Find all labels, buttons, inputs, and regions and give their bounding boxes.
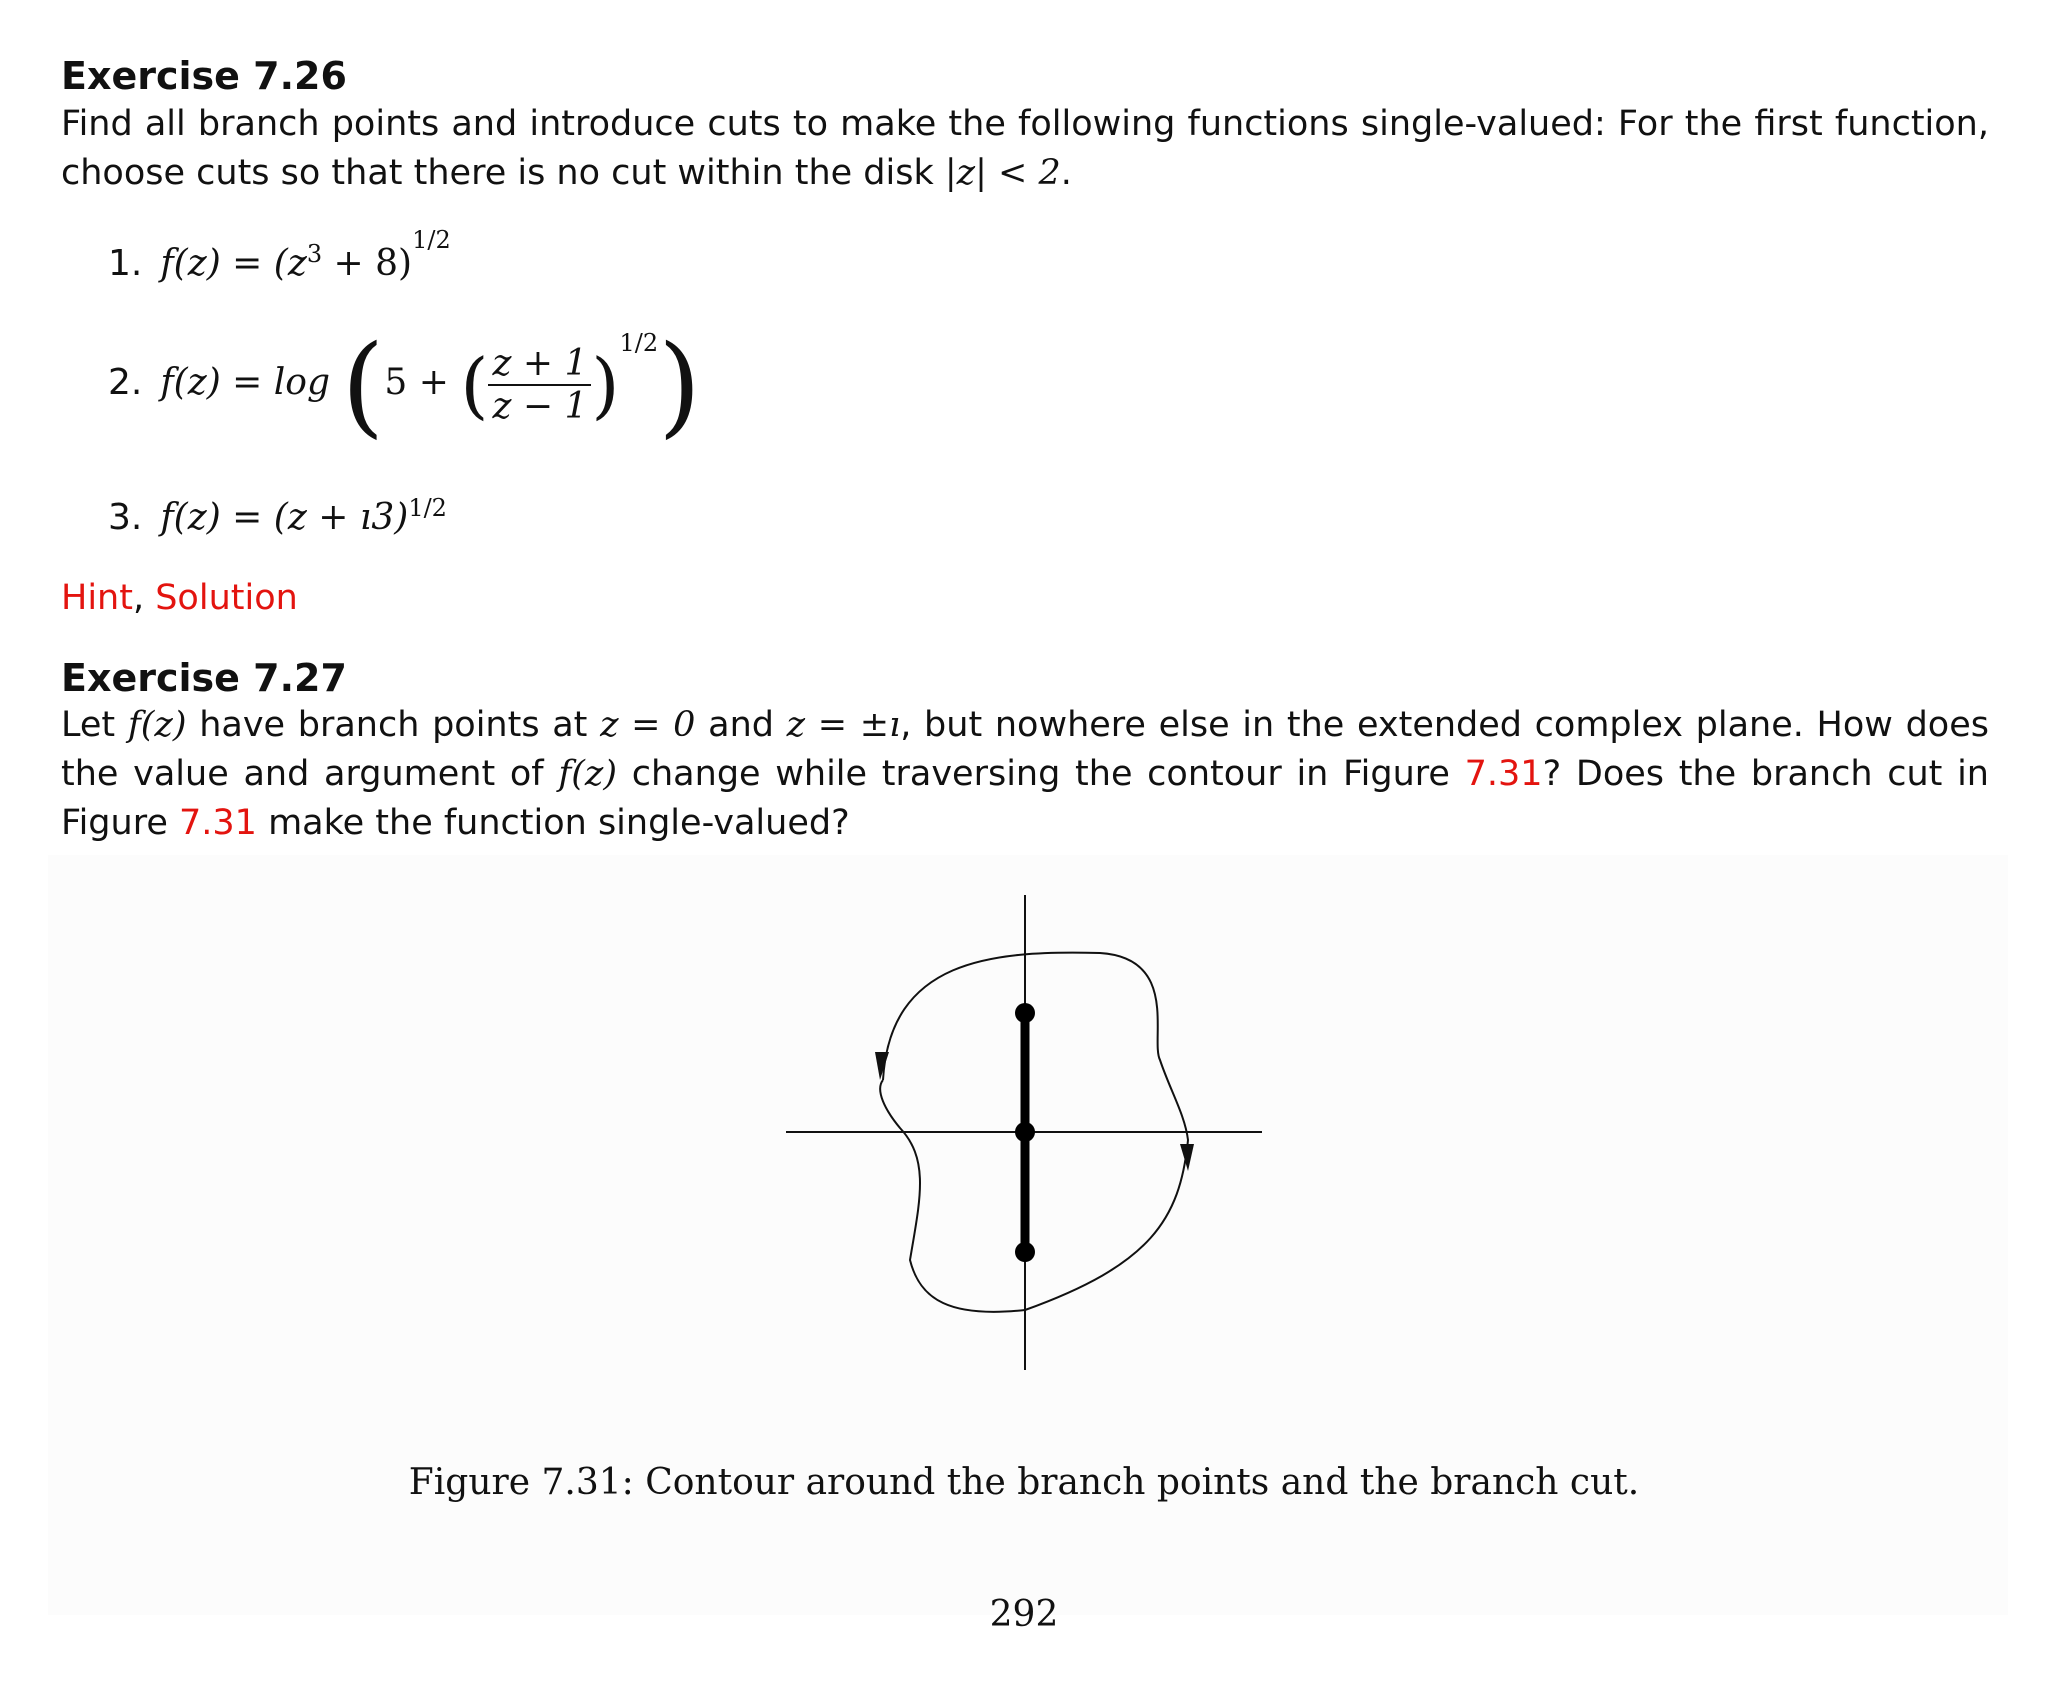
item-lhs: f(z) = <box>160 243 274 284</box>
item-base: (z <box>273 243 307 284</box>
exercise-7-26-text-b: . <box>1060 153 1072 193</box>
text-run: Let <box>61 705 128 745</box>
solution-link[interactable]: Solution <box>155 578 298 618</box>
exercise-7-26-title: Exercise 7.26 <box>61 54 347 98</box>
text-run: ? Does the branch cut in Figure <box>61 754 1989 843</box>
link-separator: , <box>132 578 156 618</box>
text-run: change while traversing the contour in Figure <box>617 754 1465 794</box>
item-five: 5 + <box>384 362 449 403</box>
item-number: 1. <box>108 243 143 284</box>
item-lhs: f(z) = (z + ı3) <box>160 497 409 538</box>
item-power: 1/2 <box>412 226 451 254</box>
inner-right-paren: ) <box>591 343 620 427</box>
figure-ref-link[interactable]: 7.31 <box>1464 754 1543 794</box>
arrowhead-right <box>1180 1144 1194 1171</box>
inner-left-paren: ( <box>460 343 489 427</box>
right-paren: ) <box>658 321 702 449</box>
item-number: 2. <box>108 362 143 403</box>
text-run: have branch points at <box>186 705 601 745</box>
text-run: make the function single-valued? <box>256 803 850 843</box>
item-power: 1/2 <box>619 329 659 357</box>
branch-point-bottom <box>1015 1242 1035 1262</box>
hint-link[interactable]: Hint <box>61 578 133 618</box>
fraction-denominator: z − 1 <box>492 386 588 427</box>
figure-ref-link[interactable]: 7.31 <box>179 803 257 843</box>
math-zi: z = ±ı <box>786 705 901 745</box>
item-exponent: 3 <box>306 240 323 268</box>
math-fz: f(z) <box>558 754 618 794</box>
left-paren: ( <box>341 321 385 449</box>
disk-expression: |z| < 2 <box>944 153 1061 193</box>
page-number: 292 <box>989 1594 1059 1635</box>
item-power: 1/2 <box>408 494 447 522</box>
branch-point-top <box>1015 1003 1035 1023</box>
item-lhs: f(z) = log <box>160 362 331 403</box>
branch-point-origin <box>1015 1122 1035 1142</box>
text-run: and <box>695 705 787 745</box>
figure-caption: Figure 7.31: Contour around the branch points and the branch cut. <box>408 1462 1640 1503</box>
exercise-7-26-text-a: Find all branch points and introduce cuts to make the following functions single-valued: For the first function, choose cuts so that there is no cut within the disk <box>61 104 1989 193</box>
item-number: 3. <box>108 497 143 538</box>
fraction-numerator: z + 1 <box>488 343 591 386</box>
exercise-7-27-title: Exercise 7.27 <box>61 656 347 700</box>
item-rest: + 8) <box>322 243 413 284</box>
math-fz: f(z) <box>127 705 187 745</box>
arrowhead-left <box>875 1052 889 1080</box>
math-z0: z = 0 <box>600 705 696 745</box>
text-run: , but nowhere else in the extended complex plane. How does the value and argument of <box>61 705 1989 794</box>
